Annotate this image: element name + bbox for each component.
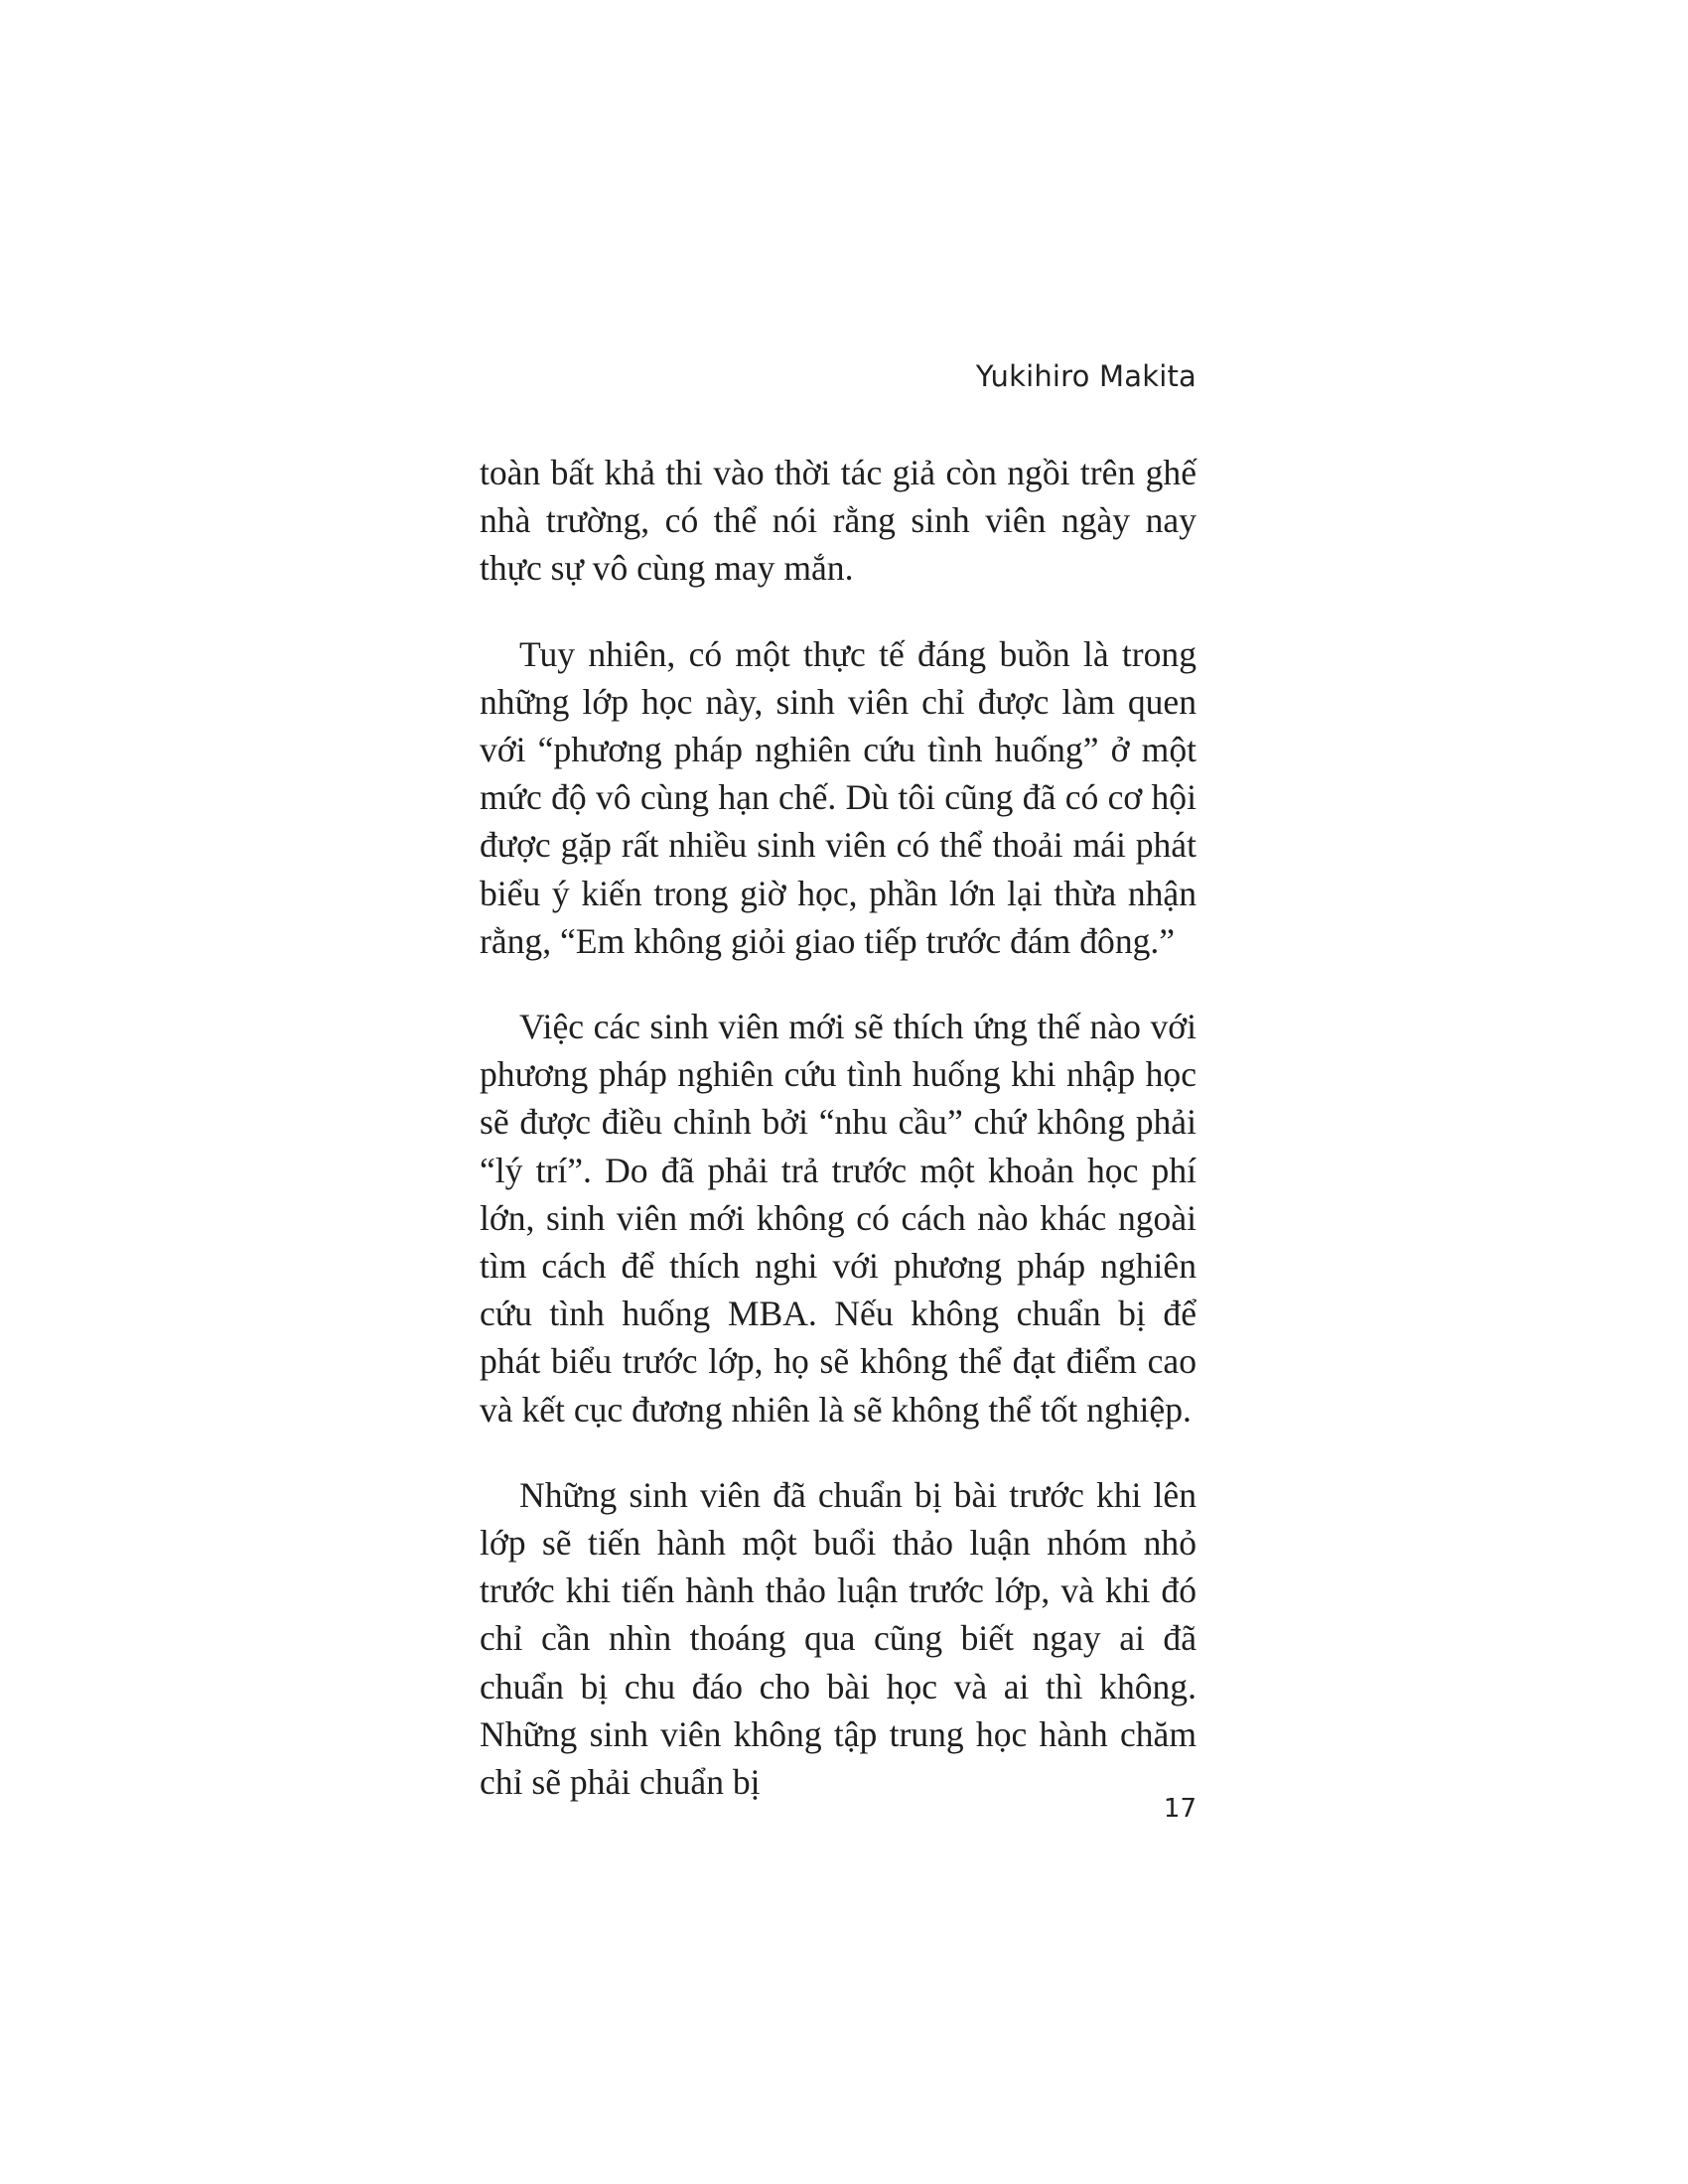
body-text: [480, 449, 1196, 1806]
page-number: 17: [1163, 1794, 1196, 1824]
running-header-author: Yukihiro Makita: [975, 359, 1196, 393]
paragraph: Việc các sinh viên mới sẽ thích ứng thế nào với phương pháp nghiên cứu tình huống khi nhập học sẽ được điều chỉnh bởi “nhu cầu” chứ không phải “lý trí”. Do đã phải trả trước một khoản học phí lớn, sinh viên mới không có cách nào khác ngoài tìm cách để thích nghi với phương pháp nghiên cứu tình huống MBA. Nếu không chuẩn bị để phát biểu trước lớp, họ sẽ không thể đạt điểm cao và kết cục đương nhiên là sẽ không thể tốt nghiệp.: [480, 1007, 1196, 1430]
paragraph: Tuy nhiên, có một thực tế đáng buồn là trong những lớp học này, sinh viên chỉ được làm quen với “phương pháp nghiên cứu tình huống” ở một mức độ vô cùng hạn chế. Dù tôi cũng đã có cơ hội được gặp rất nhiều sinh viên có thể thoải mái phát biểu ý kiến trong giờ học, phần lớn lại thừa nhận rằng, “Em không giỏi giao tiếp trước đám đông.”: [480, 633, 1196, 961]
paragraph: Những sinh viên đã chuẩn bị bài trước khi lên lớp sẽ tiến hành một buổi thảo luận nhóm nhỏ trước khi tiến hành thảo luận trước lớp, và khi đó chỉ cần nhìn thoáng qua cũng biết ngay ai đã chuẩn bị chu đáo cho bài học và ai thì không. Những sinh viên không tập trung học hành chăm chỉ sẽ phải chuẩn bị: [480, 1474, 1196, 1803]
paragraph-continuation: toàn bất khả thi vào thời tác giả còn ngồi trên ghế nhà trường, có thể nói rằng sinh viên ngày nay thực sự vô cùng may mắn.: [480, 453, 1196, 589]
